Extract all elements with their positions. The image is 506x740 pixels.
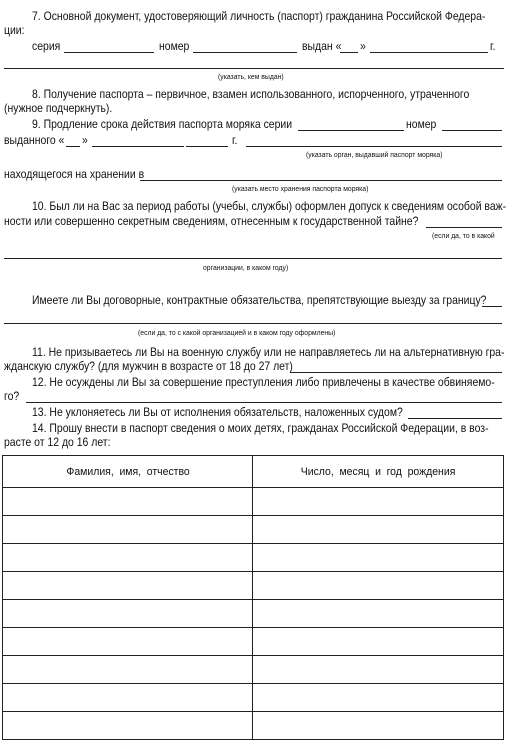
obligations-question: Имеете ли Вы договорные, контрактные обязательства, препятствующие выезду за границу? [32, 294, 487, 307]
child-full-name-cell[interactable] [3, 572, 253, 600]
item7-text-cont: ции: [4, 24, 25, 37]
table-row [3, 600, 504, 628]
seaman-passport-number-field[interactable] [442, 130, 502, 131]
table-row [3, 544, 504, 572]
passport-number-field[interactable] [193, 52, 297, 53]
seaman-passport-number-label: номер [406, 118, 437, 131]
child-birth-date-cell[interactable] [253, 516, 504, 544]
passport-issuer-caption: (указать, кем выдан) [218, 72, 284, 81]
item8-text-cont: (нужное подчеркнуть). [4, 102, 113, 115]
military-service-answer-field[interactable] [290, 372, 502, 373]
table-row [3, 684, 504, 712]
passport-issued-day-field[interactable] [340, 52, 358, 53]
child-full-name-cell[interactable] [3, 712, 253, 740]
item10-text: 10. Был ли на Вас за период работы (учебы, службы) оформлен допуск к сведениям особой важ- [32, 200, 506, 213]
child-full-name-cell[interactable] [3, 516, 253, 544]
seaman-passport-year-suffix: г. [232, 134, 238, 147]
obligations-details-field[interactable] [4, 323, 502, 324]
table-row [3, 488, 504, 516]
table-row [3, 712, 504, 740]
child-birth-date-cell[interactable] [253, 656, 504, 684]
clearance-caption-end: организации, в каком году) [203, 263, 289, 272]
child-full-name-cell[interactable] [3, 684, 253, 712]
seaman-passport-issued-label: выданного « [4, 134, 65, 147]
child-birth-date-cell[interactable] [253, 572, 504, 600]
passport-year-suffix: г. [490, 40, 496, 53]
item8-text: 8. Получение паспорта – первичное, взамен использованного, испорченного, утраченного [32, 88, 470, 101]
child-full-name-cell[interactable] [3, 488, 253, 516]
seaman-passport-series-field[interactable] [298, 130, 404, 131]
table-row [3, 656, 504, 684]
item14-text-cont: расте от 12 до 16 лет: [4, 436, 111, 449]
item11-text: 11. Не призываетесь ли Вы на военную службу или не направляетесь ли на альтернативную гра- [32, 346, 505, 359]
passport-number-label: номер [159, 40, 190, 53]
children-table-header [3, 456, 504, 488]
passport-series-field[interactable] [64, 52, 154, 53]
passport-issued-quote: » [360, 40, 366, 53]
column-header-birth-date: Число, месяц и год рождения [253, 456, 504, 488]
table-row [3, 516, 504, 544]
criminal-record-answer-field[interactable] [26, 402, 502, 403]
seaman-passport-issued-day-field[interactable] [66, 146, 80, 147]
child-full-name-cell[interactable] [3, 656, 253, 684]
passport-series-label: серия [32, 40, 61, 53]
child-birth-date-cell[interactable] [253, 488, 504, 516]
child-full-name-cell[interactable] [3, 628, 253, 656]
children-table [2, 455, 504, 740]
obligations-answer-field[interactable] [482, 306, 502, 307]
seaman-passport-issued-year-field[interactable] [186, 146, 228, 147]
table-row [3, 628, 504, 656]
item9-text: 9. Продление срока действия паспорта моряка серии [32, 118, 293, 131]
storage-label: находящегося на хранении в [4, 168, 145, 181]
item13-text: 13. Не уклоняетесь ли Вы от исполнения обязательств, наложенных судом? [32, 406, 403, 419]
item12-text-cont: го? [4, 390, 20, 403]
passport-issued-year-field[interactable] [466, 52, 488, 53]
child-birth-date-cell[interactable] [253, 712, 504, 740]
seaman-passport-issuer-field[interactable] [246, 146, 502, 147]
child-birth-date-cell[interactable] [253, 628, 504, 656]
child-birth-date-cell[interactable] [253, 684, 504, 712]
item7-text: 7. Основной документ, удостоверяющий личность (паспорт) гражданина Российской Федера- [32, 10, 486, 23]
clearance-organization-field[interactable] [4, 258, 502, 259]
item10-text-cont: ности или совершенно секретным сведениям, отнесенным к государственной тайне? [4, 215, 419, 228]
seaman-passport-issued-month-field[interactable] [92, 146, 184, 147]
clearance-caption-start: (если да, то в какой [432, 231, 495, 240]
passport-issued-label: выдан « [302, 40, 342, 53]
storage-place-field[interactable] [140, 180, 502, 181]
court-obligations-answer-field[interactable] [408, 418, 502, 419]
clearance-answer-field[interactable] [426, 227, 502, 228]
child-birth-date-cell[interactable] [253, 544, 504, 572]
item11-text-cont: жданскую службу? (для мужчин в возрасте от 18 до 27 лет) [4, 360, 293, 373]
passport-issuer-field[interactable] [4, 68, 504, 69]
storage-place-caption: (указать место хранения паспорта моряка) [232, 184, 369, 193]
obligations-caption: (если да, то с какой организацией и в каком году оформлены) [138, 328, 336, 337]
seaman-passport-issuer-caption: (указать орган, выдавший паспорт моряка) [306, 150, 443, 159]
column-header-full-name: Фамилия, имя, отчество [3, 456, 253, 488]
table-row [3, 572, 504, 600]
child-full-name-cell[interactable] [3, 544, 253, 572]
child-birth-date-cell[interactable] [253, 600, 504, 628]
item14-text: 14. Прошу внести в паспорт сведения о моих детях, гражданах Российской Федерации, в воз- [32, 422, 489, 435]
item12-text: 12. Не осуждены ли Вы за совершение преступления либо привлечены в качестве обвиняемо- [32, 376, 495, 389]
seaman-passport-issued-quote: » [82, 134, 88, 147]
child-full-name-cell[interactable] [3, 600, 253, 628]
